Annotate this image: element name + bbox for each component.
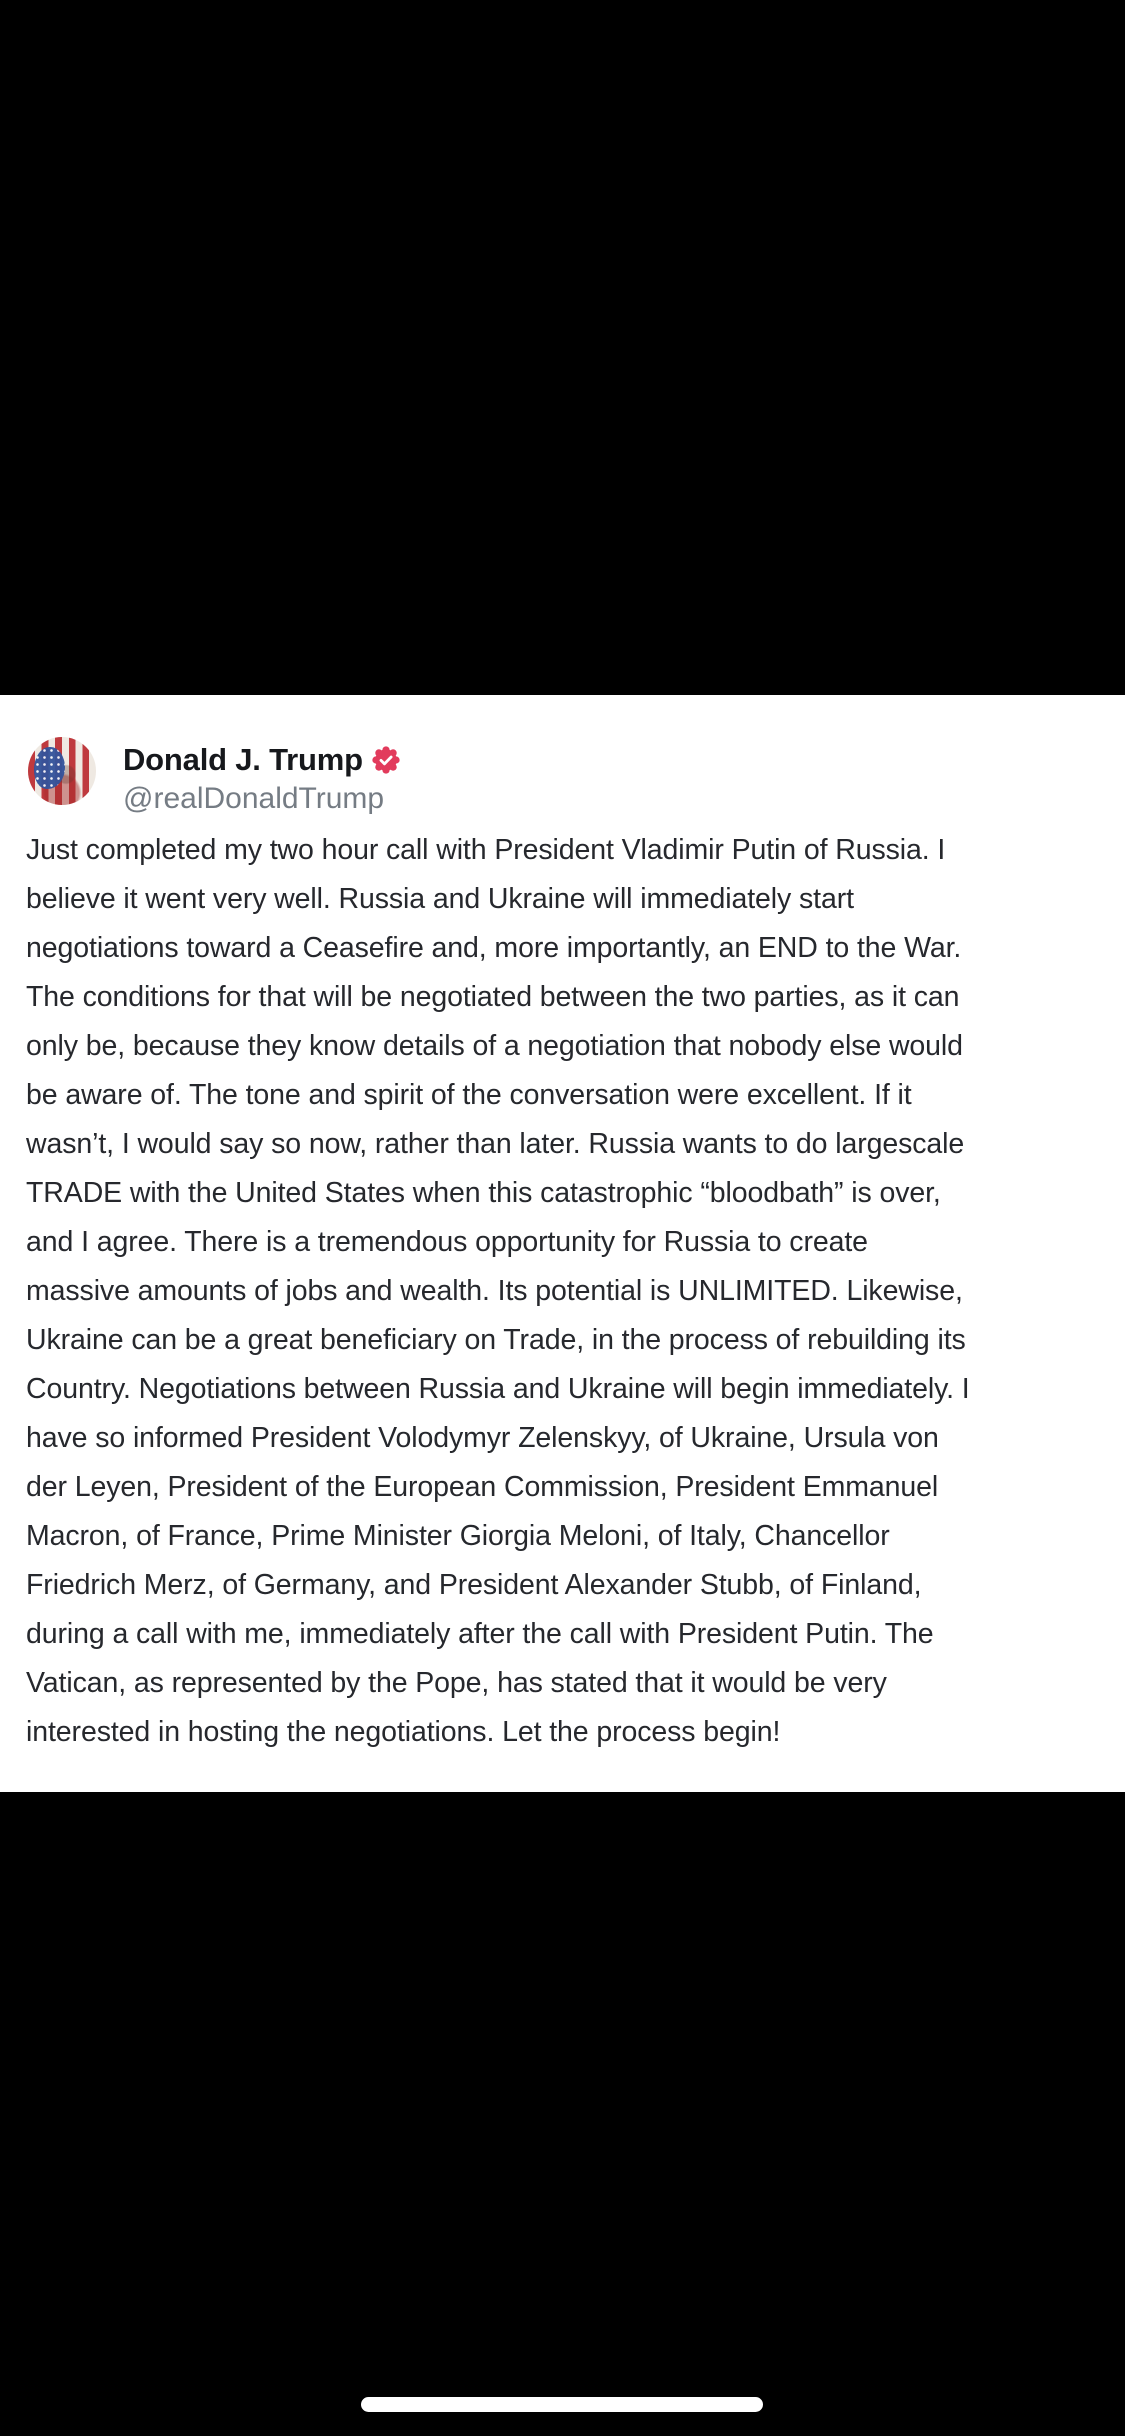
author-block [123,737,400,816]
post-text-line: negotiations toward a Ceasefire and, more importantly, an END to the War. [26,932,962,964]
post-text-line: interested in hosting the negotiations. Let the process begin! [26,1716,781,1748]
post-text-line: Macron, of France, Prime Minister Giorgia Meloni, of Italy, Chancellor [26,1520,890,1552]
post-text-line: The conditions for that will be negotiated between the two parties, as it can [26,981,960,1013]
post-header [28,737,400,816]
post-text-line: Just completed my two hour call with President Vladimir Putin of Russia. I [26,834,946,866]
post-text [26,826,1099,1757]
post-text-line: Country. Negotiations between Russia and Ukraine will begin immediately. I [26,1373,970,1405]
home-indicator-bar[interactable] [361,2397,763,2412]
post-text-line: only be, because they know details of a negotiation that nobody else would [26,1030,963,1062]
author-handle[interactable]: @realDonaldTrump [123,782,385,815]
post-text-line: Ukraine can be a great beneficiary on Trade, in the process of rebuilding its [26,1324,966,1356]
post-text-line: Friedrich Merz, of Germany, and President Alexander Stubb, of Finland, [26,1569,922,1601]
post-card [0,695,1125,1792]
post-text-line: wasn’t, I would say so now, rather than later. Russia wants to do largescale [26,1128,965,1160]
post-text-line: believe it went very well. Russia and Ukraine will immediately start [26,883,854,915]
post-text-line: der Leyen, President of the European Commission, President Emmanuel [26,1471,939,1503]
verified-badge-icon [372,746,400,774]
author-name-row [123,742,400,778]
post-text-line: TRADE with the United States when this catastrophic “bloodbath” is over, [26,1177,941,1209]
post-text-line: massive amounts of jobs and wealth. Its potential is UNLIMITED. Likewise, [26,1275,963,1307]
post-text-line: and I agree. There is a tremendous opportunity for Russia to create [26,1226,868,1258]
author-name[interactable]: Donald J. Trump [123,742,363,777]
post-text-line: during a call with me, immediately after the call with President Putin. The [26,1618,934,1650]
avatar[interactable] [28,737,96,805]
post-text-line: have so informed President Volodymyr Zelenskyy, of Ukraine, Ursula von [26,1422,939,1454]
post-text-line: Vatican, as represented by the Pope, has stated that it would be very [26,1667,887,1699]
post-text-line: be aware of. The tone and spirit of the conversation were excellent. If it [26,1079,912,1111]
